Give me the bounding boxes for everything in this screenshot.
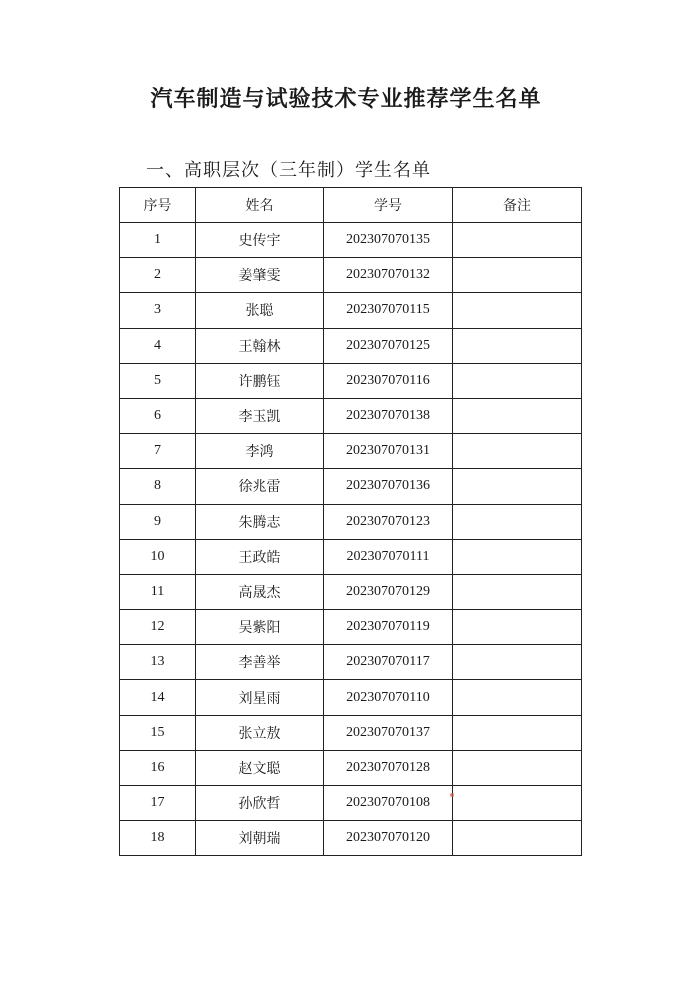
- cell-student-id: 202307070137: [324, 715, 453, 750]
- cell-remark: [453, 715, 582, 750]
- cell-index: 2: [120, 258, 196, 293]
- cell-name: 刘星雨: [196, 680, 324, 715]
- cell-name: 吴紫阳: [196, 610, 324, 645]
- cell-name: 史传宇: [196, 223, 324, 258]
- table-row: [120, 469, 582, 504]
- table-row: [120, 398, 582, 433]
- table-row: [120, 539, 582, 574]
- cell-name: 张聪: [196, 293, 324, 328]
- cell-student-id: 202307070129: [324, 574, 453, 609]
- header-student-id: 学号: [324, 188, 453, 223]
- cell-name: 孙欣哲: [196, 786, 324, 821]
- cell-student-id: 202307070138: [324, 398, 453, 433]
- table-row: [120, 821, 582, 856]
- cell-remark: [453, 469, 582, 504]
- cell-index: 8: [120, 469, 196, 504]
- cell-remark: [453, 750, 582, 785]
- table-row: [120, 223, 582, 258]
- header-name: 姓名: [196, 188, 324, 223]
- cell-index: 5: [120, 363, 196, 398]
- cell-index: 16: [120, 750, 196, 785]
- cell-remark: [453, 258, 582, 293]
- cell-name: 许鹏钰: [196, 363, 324, 398]
- table-row: [120, 293, 582, 328]
- section-heading: 一、高职层次（三年制）学生名单: [146, 160, 431, 181]
- cell-index: 10: [120, 539, 196, 574]
- cell-student-id: 202307070110: [324, 680, 453, 715]
- cell-remark: [453, 504, 582, 539]
- cell-remark: [453, 363, 582, 398]
- cell-student-id: 202307070117: [324, 645, 453, 680]
- cell-remark: [453, 610, 582, 645]
- table-row: [120, 504, 582, 539]
- table-row: [120, 328, 582, 363]
- table-row: [120, 258, 582, 293]
- table-row: [120, 786, 582, 821]
- cell-name: 李玉凯: [196, 398, 324, 433]
- cell-name: 刘朝瑞: [196, 821, 324, 856]
- table-row: [120, 645, 582, 680]
- cell-remark: [453, 574, 582, 609]
- table-row: [120, 750, 582, 785]
- cell-student-id: 202307070128: [324, 750, 453, 785]
- cell-remark: [453, 398, 582, 433]
- cell-remark: [453, 645, 582, 680]
- table-row: [120, 434, 582, 469]
- cell-name: 徐兆雷: [196, 469, 324, 504]
- cell-index: 7: [120, 434, 196, 469]
- cell-index: 15: [120, 715, 196, 750]
- cell-student-id: 202307070125: [324, 328, 453, 363]
- cell-index: 14: [120, 680, 196, 715]
- cell-name: 张立敖: [196, 715, 324, 750]
- cell-student-id: 202307070116: [324, 363, 453, 398]
- table-row: [120, 610, 582, 645]
- table-row: [120, 680, 582, 715]
- cell-remark: [453, 293, 582, 328]
- page-title: 汽车制造与试验技术专业推荐学生名单: [150, 87, 542, 112]
- cell-name: 李善举: [196, 645, 324, 680]
- cell-index: 3: [120, 293, 196, 328]
- cell-name: 王政皓: [196, 539, 324, 574]
- cell-remark: [453, 786, 582, 821]
- cell-remark: [453, 539, 582, 574]
- cell-student-id: 202307070108: [324, 786, 453, 821]
- cell-index: 6: [120, 398, 196, 433]
- cell-name: 姜肇雯: [196, 258, 324, 293]
- table-header-row: [120, 188, 582, 223]
- cell-index: 1: [120, 223, 196, 258]
- table-row: [120, 574, 582, 609]
- cell-student-id: 202307070123: [324, 504, 453, 539]
- cell-index: 12: [120, 610, 196, 645]
- cell-index: 4: [120, 328, 196, 363]
- cell-remark: [453, 223, 582, 258]
- cell-student-id: 202307070135: [324, 223, 453, 258]
- cell-index: 11: [120, 574, 196, 609]
- cell-name: 赵文聪: [196, 750, 324, 785]
- cell-name: 李鸿: [196, 434, 324, 469]
- cell-remark: [453, 434, 582, 469]
- cell-name: 王翰林: [196, 328, 324, 363]
- table-row: [120, 363, 582, 398]
- header-remark: 备注: [453, 188, 582, 223]
- cell-remark: [453, 328, 582, 363]
- cell-student-id: 202307070136: [324, 469, 453, 504]
- red-ink-dot: [450, 793, 454, 797]
- cell-name: 高晟杰: [196, 574, 324, 609]
- table-body: [120, 223, 582, 856]
- header-index: 序号: [120, 188, 196, 223]
- cell-student-id: 202307070111: [324, 539, 453, 574]
- cell-remark: [453, 821, 582, 856]
- cell-remark: [453, 680, 582, 715]
- student-roster-table: [119, 187, 582, 856]
- cell-student-id: 202307070132: [324, 258, 453, 293]
- cell-student-id: 202307070131: [324, 434, 453, 469]
- cell-student-id: 202307070115: [324, 293, 453, 328]
- cell-index: 9: [120, 504, 196, 539]
- cell-index: 18: [120, 821, 196, 856]
- cell-student-id: 202307070119: [324, 610, 453, 645]
- table-row: [120, 715, 582, 750]
- cell-student-id: 202307070120: [324, 821, 453, 856]
- cell-name: 朱腾志: [196, 504, 324, 539]
- cell-index: 13: [120, 645, 196, 680]
- cell-index: 17: [120, 786, 196, 821]
